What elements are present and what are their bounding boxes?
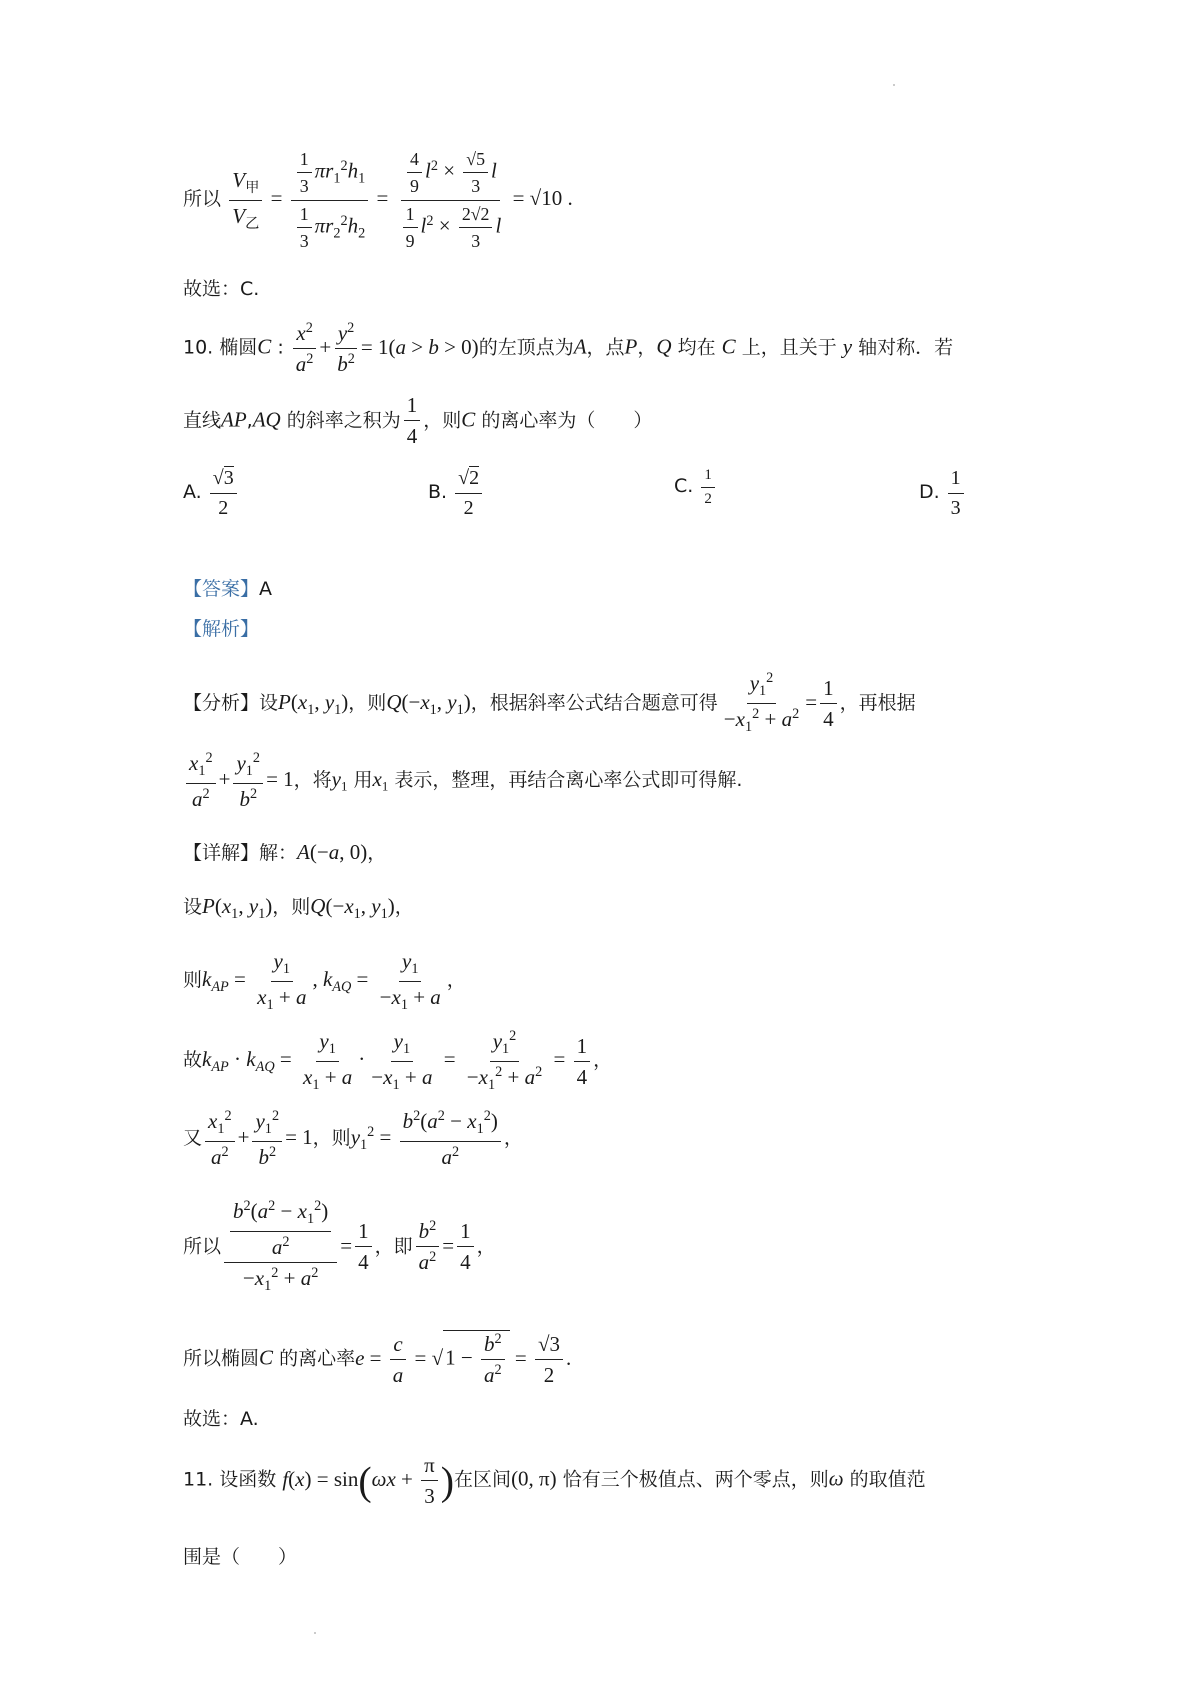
option-b-num: 2 <box>469 467 480 489</box>
fenxi-line1: 【分析】设$P(x_1$, $y_1$)，则$Q(-x_1$, $y_1$)，根据斜率公式结合题意可得 $\frac{y_1^2}{-x_1^2 + a^2}$ = $\frac{1}{4}$ ，再根据 <box>183 670 916 735</box>
q11-line1: 11. 设函数 f(x) = sin(ωx + $\frac{\pi}{3}$ )在区间(0, π) 恰有三个极值点、两个零点，则ω 的取值范 <box>183 1453 926 1509</box>
q11-d: 的取值范 <box>849 1468 926 1491</box>
q11-line2: 围是（ ） <box>183 1546 298 1568</box>
option-d[interactable] <box>919 466 967 521</box>
fenxi-tag: 【分析】 <box>183 691 260 714</box>
fenxi-c: ，根据斜率公式结合题意可得 <box>470 691 718 714</box>
detail-line3: 则$k_{AP}$ = $\frac{y_1}{x_1 + a}$ , $k_{AQ}$ = $\frac{y_1}{-x_1 + a}$ ， <box>183 949 466 1013</box>
detail-line1: 【详解】解：A(−a, 0)， <box>183 840 387 864</box>
option-a-label: A. <box>183 481 202 504</box>
volume-ratio-line: 所以 $\frac{V_甲}{V_乙}$ = $\frac{1}{3}$ $\pi r_1^2h_1$ $\frac{1}{3}$ $\pi r_2^2h_2$ = $\frac{4}{9}$ $l^2$ × $\frac{√5}{3}$ l $\frac{1}{9}$ $l^2$ × $\frac{2√2}{3}$ l = √10 . <box>183 149 573 251</box>
select-c-line: 故选：C. <box>183 278 260 300</box>
q10-line2-c: ，则 <box>423 409 462 432</box>
q11-b: 在区间 <box>454 1468 512 1491</box>
q11-number: 11. <box>183 1468 214 1491</box>
option-d-den: 3 <box>950 497 961 519</box>
fenxi-f: 用 <box>353 768 373 791</box>
option-b-den: 2 <box>463 497 474 519</box>
option-c-num: 1 <box>701 466 715 488</box>
detail-set: 设 <box>183 896 203 918</box>
detail-line2: 设$P(x_1$, $y_1$)，则$Q(-x_1$, $y_1$)， <box>183 894 414 922</box>
analysis-tag: 【解析】 <box>183 618 260 640</box>
option-d-num: 1 <box>948 466 964 494</box>
q10-text-c: ，点 <box>586 336 625 359</box>
q10-line2-d: 的离心率为（ ） <box>481 409 653 432</box>
q10-line1: 10. 椭圆C : $\frac{x^2}{a^2}$ + $\frac{y^2}{b^2}$ = 1(a > b > 0)的左顶点为A，点P，Q 均在 C 上，且关于 y 轴对称．若 <box>183 320 954 377</box>
option-d-label: D. <box>919 481 940 504</box>
q10-text-a: 椭圆 <box>219 336 258 359</box>
q11-a: 设函数 <box>219 1468 277 1491</box>
option-c-label: C. <box>674 474 694 497</box>
detail-ji: ，即 <box>374 1235 413 1258</box>
detail-line5: 又 $\frac{x_1^2}{a^2}$ + $\frac{y_1^2}{b^2}$ = 1，则$y_1^2$ = $\frac{b^2(a^2 - x_1^2)}{a^2}$ ， <box>183 1108 523 1169</box>
option-a[interactable]: A. $\frac{√3}{2}$ <box>183 466 240 521</box>
q10-number: 10. <box>183 336 214 359</box>
analysis-tag-line <box>183 614 259 641</box>
answer-tag: 【答案】 <box>183 578 260 600</box>
detail-then: ，则 <box>272 896 311 918</box>
q10-line2-a: 直线 <box>183 409 222 432</box>
q11-c: 恰有三个极值点、两个零点，则 <box>562 1468 829 1491</box>
select-a-line: 故选：A. <box>183 1408 259 1430</box>
answer-line <box>183 574 272 601</box>
option-a-den: 2 <box>218 497 229 519</box>
detail-line6: 所以 $\frac{\frac{b^2(a^2 - x_1^2)}{a^2}}{-x_1^2 + a^2}$ = $\frac{1}{4}$ ，即 $\frac{b^2}{a^2}$ = $\frac{1}{4}$ ， <box>183 1198 496 1295</box>
fenxi-g: 表示，整理，再结合离心率公式即可得解. <box>394 768 743 791</box>
detail-ecc-a: 所以椭圆 <box>183 1347 260 1370</box>
detail-tag: 【详解】 <box>183 842 260 864</box>
speck-mark <box>893 84 895 86</box>
q10-line2-b: 的斜率之积为 <box>286 409 401 432</box>
option-a-num: 3 <box>223 467 234 489</box>
fenxi-a: 设 <box>259 691 279 714</box>
fenxi-b: ，则 <box>348 691 387 714</box>
speck-mark <box>314 1632 316 1634</box>
detail-solve: 解： <box>259 842 298 864</box>
detail-ze2: ，则 <box>312 1126 351 1149</box>
detail-suoyi: 所以 <box>183 1235 222 1258</box>
detail-line7: 所以椭圆C 的离心率e = $\frac{c}{a}$ = √1 − $\frac{b^2}{a^2}$ = $\frac{√3}{2}$ . <box>183 1331 572 1388</box>
fenxi-d: ，再根据 <box>839 691 916 714</box>
detail-ze: 则 <box>183 969 203 992</box>
q10-text-d: 均在 <box>677 336 716 359</box>
option-c[interactable] <box>674 466 718 509</box>
q10-text-f: 轴对称．若 <box>858 336 954 359</box>
answer-value: A <box>259 578 273 600</box>
fenxi-line2: $\frac{x_1^2}{a^2}$ + $\frac{y_1^2}{b^2}$ = 1，将$y_1$ 用$x_1$ 表示，整理，再结合离心率公式即可得解. <box>183 750 742 812</box>
prefix-text: 所以 <box>183 187 222 210</box>
q10-text-e: 上，且关于 <box>741 336 837 359</box>
fenxi-e: ，将 <box>293 768 332 791</box>
detail-line4: 故$k_{AP} \cdot k_{AQ}$ = $\frac{y_1}{x_1 + a}$ · $\frac{y_1}{-x_1 + a}$ = $\frac{y_1^2}{-x_1^2 + a^2}$ = $\frac{1}{4}$ ， <box>183 1028 613 1093</box>
q10-line2: 直线AP,AQ 的斜率之积为 $\frac{1}{4}$ ，则C 的离心率为（ ） <box>183 393 653 449</box>
ratio-result: = √10 . <box>512 185 573 210</box>
option-b-label: B. <box>428 481 448 504</box>
detail-ecc-b: 的离心率 <box>279 1347 356 1370</box>
q10-text-b: 的左顶点为 <box>478 336 574 359</box>
option-c-den: 2 <box>704 490 712 507</box>
detail-gu: 故 <box>183 1049 203 1072</box>
option-b[interactable]: B. $\frac{√2}{2}$ <box>428 466 485 521</box>
detail-you: 又 <box>183 1126 203 1149</box>
